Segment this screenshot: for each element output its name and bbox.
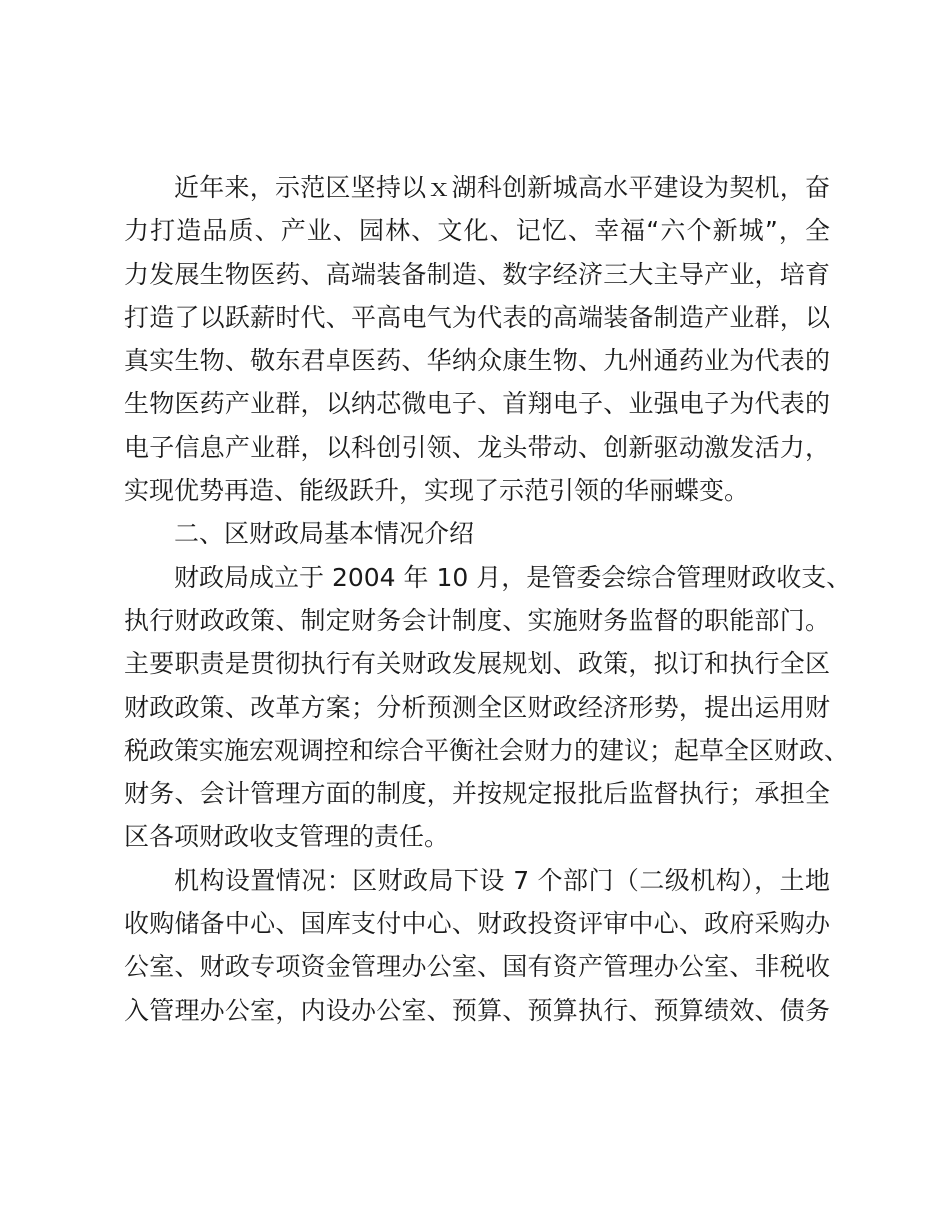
- text-line: 近年来，示范区坚持以ｘ湖科创新城高水平建设为契机，奋: [174, 173, 830, 202]
- text-line: 电子信息产业群，以科创引领、龙头带动、创新驱动激发活力，: [124, 432, 830, 462]
- paragraph-intro: [124, 166, 830, 512]
- paragraph-bureau-duties: [124, 556, 852, 859]
- text-line: 实现优势再造、能级跃升，实现了示范引领的华丽蝶变。: [124, 476, 750, 506]
- text-line: 公室、财政专项资金管理办公室、国有资产管理办公室、非税收: [124, 952, 830, 982]
- text-line: 区各项财政收支管理的责任。: [124, 822, 450, 852]
- document-body: [124, 166, 852, 1032]
- text-line: 力发展生物医药、高端装备制造、数字经济三大主导产业，培育: [124, 259, 830, 289]
- text-line: 机构设置情况：区财政局下设 7 个部门（二级机构），土地: [174, 865, 830, 895]
- text-line: 财务、会计管理方面的制度，并按规定报批后监督执行；承担全: [124, 779, 830, 809]
- text-line: 主要职责是贯彻执行有关财政发展规划、政策，拟订和执行全区: [124, 649, 830, 679]
- text-line: 力打造品质、产业、园林、文化、记忆、幸福“六个新城”，全: [124, 216, 830, 246]
- text-line: 入管理办公室，内设办公室、预算、预算执行、预算绩效、债务: [124, 995, 830, 1025]
- text-line: 税政策实施宏观调控和综合平衡社会财力的建议；起草全区财政、: [124, 735, 850, 765]
- section-heading-text: 二、区财政局基本情况介绍: [174, 519, 475, 549]
- text-line: 执行财政政策、制定财务会计制度、实施财务监督的职能部门。: [124, 605, 830, 635]
- text-line: 打造了以跃薪时代、平高电气为代表的高端装备制造产业群，以: [124, 302, 830, 332]
- text-line: 生物医药产业群，以纳芯微电子、首翔电子、业强电子为代表的: [124, 389, 830, 419]
- text-line: 财政政策、改革方案；分析预测全区财政经济形势，提出运用财: [124, 692, 830, 722]
- section-heading: [124, 512, 830, 555]
- paragraph-organization: [124, 859, 830, 1032]
- text-line: 真实生物、敬东君卓医药、华纳众康生物、九州通药业为代表的: [124, 346, 830, 376]
- text-line: 财政局成立于 2004 年 10 月，是管委会综合管理财政收支、: [174, 562, 852, 592]
- text-line: 收购储备中心、国库支付中心、财政投资评审中心、政府采购办: [124, 909, 830, 939]
